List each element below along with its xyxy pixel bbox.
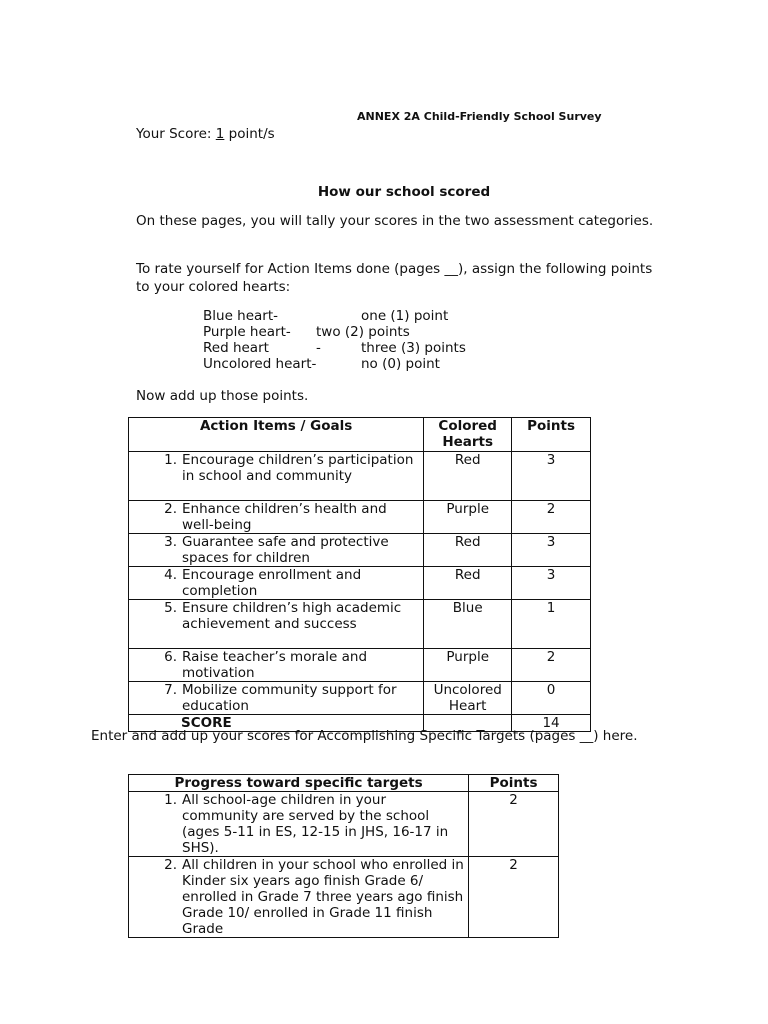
points-value: 0 <box>512 682 591 715</box>
row-number: 2. <box>164 857 177 873</box>
score-value: 1 <box>215 126 225 142</box>
table-row <box>129 600 591 649</box>
goal-text: Ensure children’s high academic achievement and success <box>182 600 402 632</box>
points-value: 2 <box>512 501 591 534</box>
scale-label-red: Red heart <box>203 340 269 356</box>
heart-color: Blue <box>424 600 512 649</box>
row-number: 3. <box>164 534 177 550</box>
points-value: 2 <box>469 792 559 857</box>
table-row <box>129 452 591 501</box>
goal-text: Enhance children’s health and well-being <box>182 501 387 533</box>
row-number: 5. <box>164 600 177 616</box>
score-total: 14 <box>512 715 591 732</box>
header-progress-targets: Progress toward specific targets <box>129 775 469 792</box>
table-row <box>129 649 591 682</box>
score-label: SCORE <box>129 715 424 732</box>
header-colored-hearts: Colored Hearts <box>424 418 512 452</box>
scale-value-red: three (3) points <box>361 340 466 356</box>
row-number: 6. <box>164 649 177 665</box>
point-scale-labels <box>203 308 316 372</box>
row-number: 1. <box>164 792 177 808</box>
rate-paragraph: To rate yourself for Action Items done (pages __), assign the following points to your colored hearts: <box>136 261 653 295</box>
score-prefix: Your Score: <box>136 126 216 142</box>
scale-value-blue: one (1) point <box>361 308 449 324</box>
heart-color: Red <box>424 567 512 600</box>
table-row <box>129 534 591 567</box>
heart-color: Red <box>424 534 512 567</box>
heart-color: Red <box>424 452 512 501</box>
goal-text: Mobilize community support for education <box>182 682 397 714</box>
points-value: 3 <box>512 452 591 501</box>
table-header-row <box>129 775 559 792</box>
goal-text: Raise teacher’s morale and motivation <box>182 649 368 681</box>
your-score-line <box>136 126 275 142</box>
points-value: 3 <box>512 534 591 567</box>
page-title: How our school scored <box>317 184 491 200</box>
add-paragraph: Now add up those points. <box>136 388 309 404</box>
intro-paragraph: On these pages, you will tally your scores in the two assessment categories. <box>136 213 654 229</box>
enter-paragraph: Enter and add up your scores for Accomplishing Specific Targets (pages __) here. <box>91 728 638 744</box>
points-value: 1 <box>512 600 591 649</box>
goal-text: Guarantee safe and protective spaces for children <box>182 534 389 566</box>
action-items-table <box>128 417 591 732</box>
goal-text: Encourage enrollment and completion <box>182 567 362 599</box>
header-points: Points <box>469 775 559 792</box>
points-value: 3 <box>512 567 591 600</box>
target-text: All school-age children in your community are served by the school (ages 5-11 in ES, 12-15 in JHS, 16-17 in SHS). <box>182 792 449 856</box>
score-suffix: point/s <box>224 126 275 142</box>
heart-color: Purple <box>424 501 512 534</box>
header-points: Points <box>512 418 591 452</box>
table-row <box>129 857 559 938</box>
row-number: 7. <box>164 682 177 698</box>
points-value: 2 <box>469 857 559 938</box>
table-header-row <box>129 418 591 452</box>
points-value: 2 <box>512 649 591 682</box>
table-row <box>129 682 591 715</box>
table-row <box>129 501 591 534</box>
scale-label-purple: Purple heart- <box>203 324 291 340</box>
row-number: 1. <box>164 452 177 468</box>
target-text: All children in your school who enrolled in Kinder six years ago finish Grade 6/ enrolled in Grade 7 three years ago finish Grade 10/ enrolled in Grade 11 finish Grade <box>182 857 464 937</box>
heart-color: Purple <box>424 649 512 682</box>
heart-color: Uncolored Heart <box>424 682 512 715</box>
scale-value-uncolored: no (0) point <box>361 356 440 372</box>
table-row <box>129 792 559 857</box>
row-number: 4. <box>164 567 177 583</box>
scale-value-purple: two (2) points <box>316 324 410 340</box>
table-row <box>129 567 591 600</box>
header-action-items: Action Items / Goals <box>129 418 424 452</box>
annex-header: ANNEX 2A Child-Friendly School Survey <box>357 110 602 123</box>
scale-label-uncolored: Uncolored heart- <box>203 356 317 372</box>
specific-targets-table <box>128 774 559 938</box>
row-number: 2. <box>164 501 177 517</box>
scale-label-blue: Blue heart- <box>203 308 279 324</box>
scale-dash-red: - <box>316 340 321 356</box>
goal-text: Encourage children’s participation in school and community <box>182 452 414 484</box>
